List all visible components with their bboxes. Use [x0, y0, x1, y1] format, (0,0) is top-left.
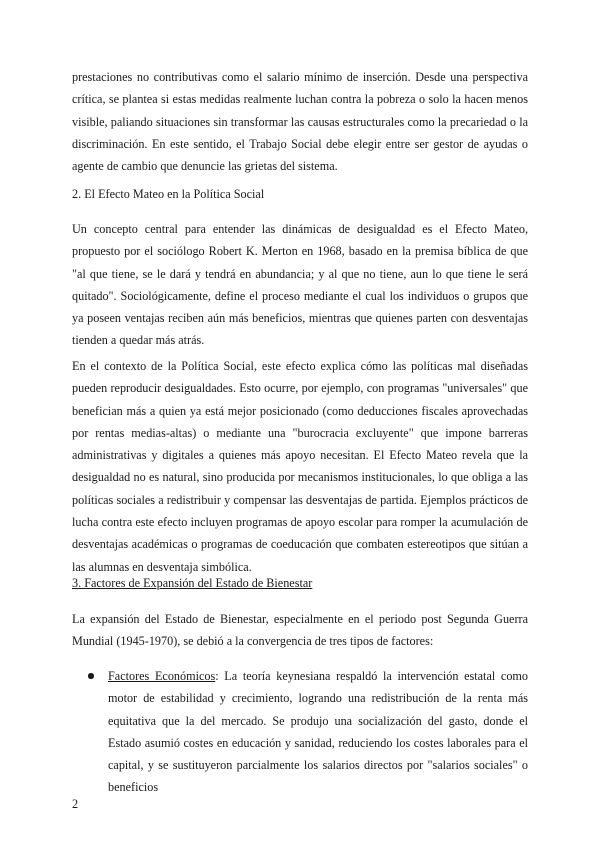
bullet-icon [88, 673, 94, 679]
list-item [72, 665, 528, 799]
bullet-term: Factores Económicos [108, 669, 216, 683]
section-2-paragraph-1: Un concepto central para entender las dinámicas de desigualdad es el Efecto Mateo, propuesto por el sociólogo Robert K. Merton en 1968, basado en la premisa bíblica de que "al que tiene, se le dará y tendrá en abundancia; y al que no tiene, aun lo que tiene le será quitado". Sociológicamente, define el proceso mediante el cual los individuos o grupos que ya poseen ventajas reciben aún más beneficios, mientras que quienes parten con desventajas tienden a quedar más atrás. [72, 222, 528, 348]
section-2-paragraph-2: En el contexto de la Política Social, este efecto explica cómo las políticas mal diseñadas pueden reproducir desigualdades. Esto ocurre, por ejemplo, con programas "universales" que benefician más a quien ya está mejor posicionado (como deducciones fiscales aprovechadas por rentas medias-altas) o mediante una "burocracia excluyente" que impone barreras administrativas y digitales a quienes más apoyo necesitan. El Efecto Mateo revela que la desigualdad no es natural, sino producida por mecanismos institucionales, lo que obliga a las políticas sociales a redistribuir y compensar las desventajas de partida. Ejemplos prácticos de lucha contra este efecto incluyen programas de apoyo escolar para romper la acumulación de desventajas académicas o programas de coeducación que combaten estereotipos que sitúan a las alumnas en desventaja simbólica. [72, 359, 528, 574]
page-number: 2 [72, 797, 79, 811]
bullet-description: : La teoría keynesiana respaldó la intervención estatal como motor de estabilidad y crecimiento, logrando una redistribución de la renta más equitativa que la del mercado. Se produjo una socialización del gasto, donde el Estado asumió costes en educación y sanidad, reduciendo los costes laborales para el capital, y se sustituyeron parcialmente los salarios directos por "salarios sociales" o beneficios [108, 669, 528, 795]
section-2-heading: 2. El Efecto Mateo en la Política Social [72, 187, 265, 201]
factors-bullet-list [72, 665, 528, 799]
section-3-heading: 3. Factores de Expansión del Estado de Bienestar [72, 576, 313, 590]
section-3-paragraph-1: La expansión del Estado de Bienestar, especialmente en el periodo post Segunda Guerra Mundial (1945-1970), se debió a la convergencia de tres tipos de factores: [72, 612, 528, 649]
bullet-text [108, 665, 528, 799]
intro-paragraph: prestaciones no contributivas como el salario mínimo de inserción. Desde una perspectiva crítica, se plantea si estas medidas realmente luchan contra la pobreza o solo la hacen menos visible, paliando situaciones sin transformar las causas estructurales como la precariedad o la discriminación. En este sentido, el Trabajo Social debe elegir entre ser gestor de ayudas o agente de cambio que denuncie las grietas del sistema. [72, 70, 528, 174]
